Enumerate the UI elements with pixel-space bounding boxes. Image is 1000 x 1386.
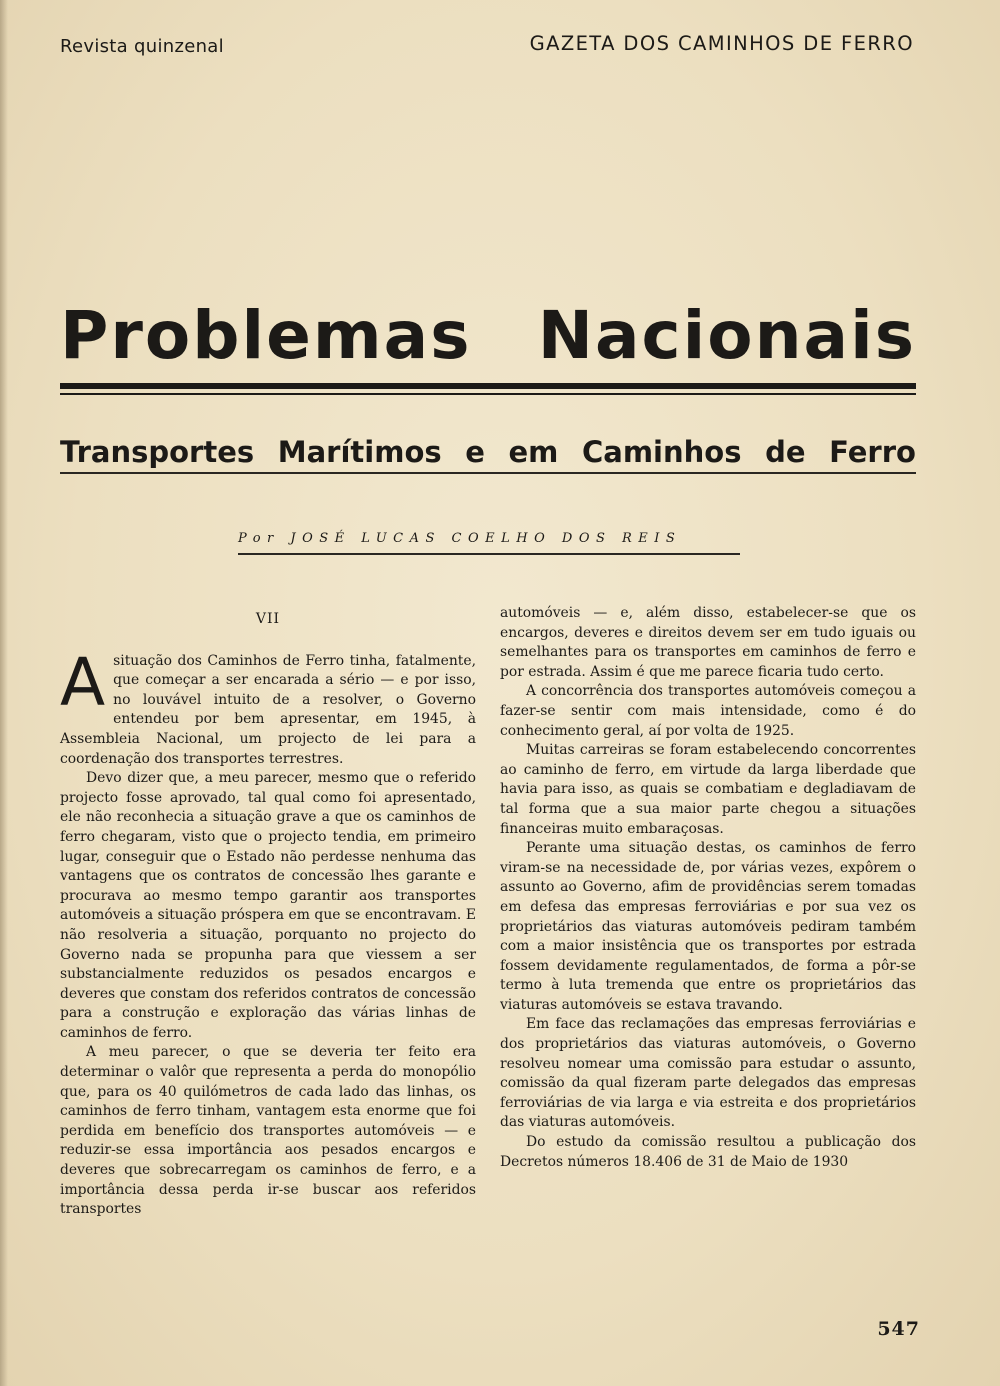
article-title-word: Nacionais (537, 297, 916, 374)
byline: Por JOSÉ LUCAS COELHO DOS REIS (238, 531, 682, 546)
article-title (60, 296, 916, 376)
paragraph: A concorrência dos transportes automóveis começou a fazer-se sentir com mais intensidade, como é do conhecimento geral, aí por volta de 1925. (500, 683, 916, 739)
paragraph: A meu parecer, o que se deveria ter feito era determinar o valôr que representa a perda do monopólio que, para os 40 quilómetros de cada lado das linhas, os caminhos de ferro tinham, vantagem esta enorme que foi perdida em benefício dos transportes automóveis — e reduzir-se essa importância aos pesados encargos e deveres que sobrecarregam os caminhos de ferro, e a importância dessa perda ir-se buscar aos referidos transportes (60, 1044, 476, 1218)
subtitle-word: Marítimos (277, 435, 442, 469)
title-rule-thick (60, 383, 916, 389)
subtitle-word: de (765, 435, 806, 469)
subtitle-word: Ferro (829, 435, 916, 469)
left-column (60, 604, 476, 1220)
section-number: VII (255, 611, 281, 627)
page-number: 547 (877, 1318, 920, 1340)
paragraph: Muitas carreiras se foram estabelecendo concorrentes ao caminho de ferro, em virtude da larga liberdade que havia para isso, as quais se combatiam e degladiavam de tal forma que a sua maior parte chegou a situações financeiras muito embaraçosas. (500, 742, 916, 837)
subtitle-word: Transportes (60, 435, 255, 469)
article-subtitle (60, 432, 916, 472)
title-rule-thin (60, 393, 916, 395)
paragraph-text: situação dos Caminhos de Ferro tinha, fatalmente, que começar a ser encarada a sério — e por isso, no louvável intuito de a resolver, o Governo entendeu por bem apresentar, em 1945, à Assembleia Nacional, um projecto de lei para a coordenação dos transportes terrestres. (60, 652, 476, 767)
paragraph: Do estudo da comissão resultou a publicação dos Decretos números 18.406 de 31 de Maio de 1930 (500, 1134, 916, 1170)
paragraph: Devo dizer que, a meu parecer, mesmo que o referido projecto fosse aprovado, tal qual como foi apresentado, ele não reconhecia a situação grave a que os caminhos de ferro chegaram, visto que o projecto tendia, em primeiro lugar, conseguir que o Estado não perdesse nenhuma das vantagens que os contratos de concessão lhes garante e procurava ao mesmo tempo garantir aos transportes automóveis a situação próspera em que se encontravam. E não resolveria a situação, porquanto no projecto do Governo nada se propunha para que viessem a ser substancialmente reduzidos os pesados encargos e deveres que constam dos referidos contratos de concessão para a construção e exploração das várias linhas de caminhos de ferro. (60, 770, 476, 1041)
subtitle-word: em (508, 435, 559, 469)
right-column (500, 604, 916, 1172)
paragraph: automóveis — e, além disso, estabelecer-se que os encargos, deveres e direitos devem ser em tudo iguais ou semelhantes para os transportes em caminhos de ferro e por estrada. Assim é que me parece ficaria tudo certo. (500, 605, 916, 680)
paragraph: Em face das reclamações das empresas ferroviárias e dos proprietários das viaturas automóveis, o Governo resolveu nomear uma comissão para estudar o assunto, comissão da qual fizeram parte delegados das empresas ferroviárias de via larga e via estreita e dos proprietários das viaturas automóveis. (500, 1016, 916, 1131)
byline-rule (238, 553, 740, 555)
running-header-right: GAZETA DOS CAMINHOS DE FERRO (529, 32, 914, 55)
running-header-left: Revista quinzenal (60, 36, 224, 57)
paragraph (60, 643, 476, 770)
paragraph: Perante uma situação destas, os caminhos de ferro viram-se na necessidade de, por várias vezes, expôrem o assunto ao Governo, afim de providências serem tomadas em defesa das empresas ferroviárias e por sua vez os proprietários das viaturas automóveis pediram também com a maior insistência que os transportes por estrada fossem devidamente regulamentados, de forma a pôr-se termo à luta tremenda que entre os proprietários das viaturas automóveis se estava travando. (500, 840, 916, 1013)
drop-cap: A (60, 643, 106, 721)
subtitle-word: Caminhos (581, 435, 742, 469)
subtitle-word: e (465, 435, 485, 469)
page-edge (0, 0, 8, 1386)
article-title-word: Problemas (60, 297, 472, 374)
subtitle-rule (60, 472, 916, 474)
